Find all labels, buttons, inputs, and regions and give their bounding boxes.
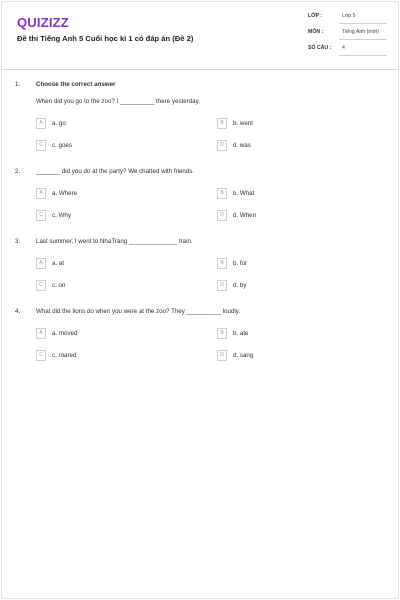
question-instruction: Choose the correct answer: [36, 81, 116, 88]
option-text: b. for: [233, 260, 248, 267]
question-2: [2, 168, 398, 228]
question-1: [2, 81, 398, 149]
option-letter-box: D: [217, 350, 227, 361]
meta-underline: [339, 39, 387, 40]
option-text: c. goes: [52, 142, 72, 149]
meta-value: Tiếng Anh (mới): [342, 29, 379, 35]
option-text: d. sang: [233, 352, 254, 359]
option-letter-box: C: [36, 140, 46, 151]
question-text: What did the lions do when you were at the zoo? They __________ loudly.: [36, 308, 241, 315]
option-letter-box: A: [36, 258, 46, 269]
option-text: d. When: [233, 212, 257, 219]
option-text: a. moved: [52, 330, 78, 337]
option-letter-box: C: [36, 280, 46, 291]
option-letter-box: A: [36, 188, 46, 199]
option-text: b. ate: [233, 330, 249, 337]
meta-value: 4: [342, 45, 345, 51]
question-text: Last summer, I went to NhaTrang ______________ train.: [36, 238, 193, 245]
question-4: [2, 308, 398, 368]
question-3: [2, 238, 398, 298]
option-text: a. at: [52, 260, 65, 267]
quizizz-logo: QUIZIZZ: [17, 15, 69, 30]
meta-label: LỚP :: [308, 13, 323, 19]
option-text: c. Why: [52, 212, 71, 219]
meta-row-question-count: [303, 41, 391, 57]
option-letter-box: D: [217, 140, 227, 151]
meta-value: Lớp 5: [342, 13, 356, 19]
question-text: _______ did you do at the party? We chatted with friends.: [36, 168, 195, 175]
option-letter-box: B: [217, 118, 227, 129]
worksheet-page: [1, 1, 399, 599]
question-text: When did you go to the zoo? I __________ there yesterday.: [36, 98, 200, 105]
question-number: 3.: [15, 238, 21, 245]
option-text: a. go: [52, 120, 66, 127]
meta-row-class: [303, 9, 391, 25]
option-text: c. on: [52, 282, 66, 289]
meta-label: SỐ CÂU :: [308, 45, 332, 51]
option-text: c. roared: [52, 352, 77, 359]
option-letter-box: C: [36, 210, 46, 221]
option-text: b. went: [233, 120, 253, 127]
question-number: 4.: [15, 308, 21, 315]
option-letter-box: A: [36, 328, 46, 339]
meta-underline: [339, 55, 387, 56]
option-text: b. What: [233, 190, 255, 197]
meta-row-subject: [303, 25, 391, 41]
option-letter-box: A: [36, 118, 46, 129]
option-letter-box: B: [217, 328, 227, 339]
header-divider: [2, 69, 398, 70]
meta-underline: [339, 23, 387, 24]
option-letter-box: D: [217, 210, 227, 221]
option-letter-box: B: [217, 258, 227, 269]
question-number: 1.: [15, 81, 21, 88]
meta-label: MÔN :: [308, 29, 324, 35]
page-title: Đề thi Tiếng Anh 5 Cuối học kì 1 có đáp án (Đề 2): [17, 34, 194, 43]
option-text: d. was: [233, 142, 251, 149]
question-number: 2.: [15, 168, 21, 175]
option-text: d. by: [233, 282, 247, 289]
option-letter-box: D: [217, 280, 227, 291]
option-text: a. Where: [52, 190, 78, 197]
worksheet-header: [2, 2, 398, 70]
meta-info-box: [303, 9, 391, 60]
option-letter-box: C: [36, 350, 46, 361]
option-letter-box: B: [217, 188, 227, 199]
